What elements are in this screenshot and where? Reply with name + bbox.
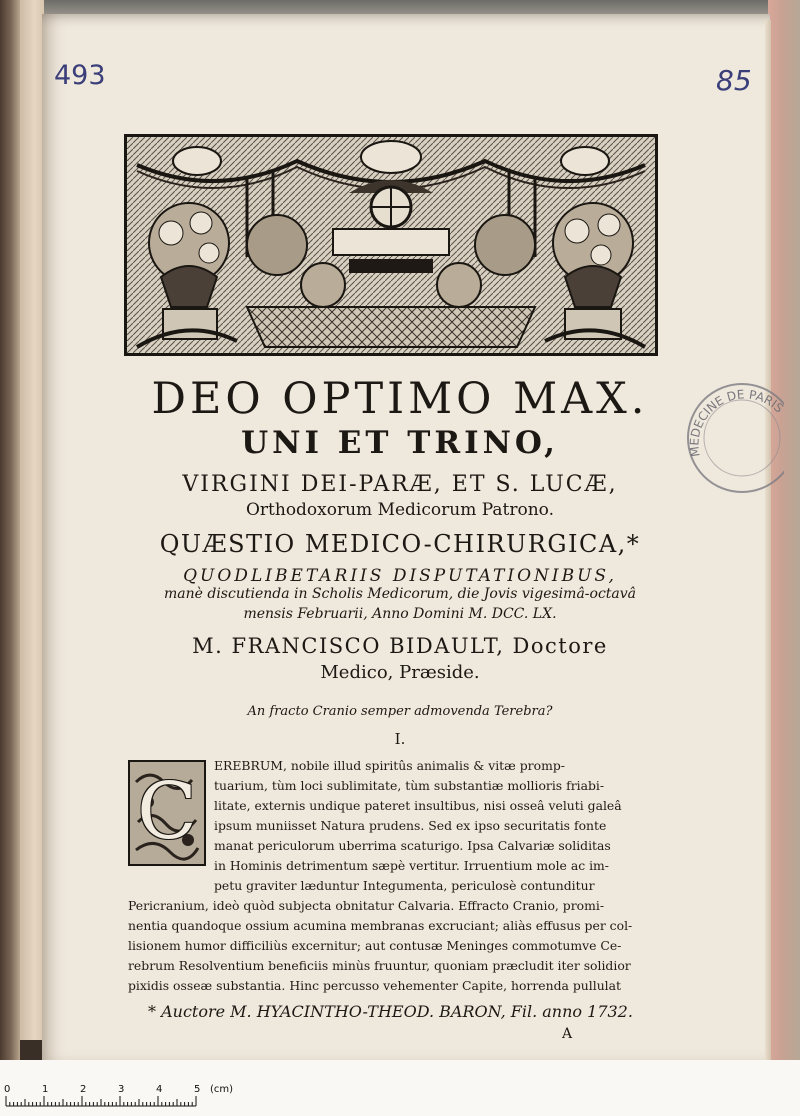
ruler-label-0: 0 <box>4 1084 11 1095</box>
body-line-3: litate, externis undique pateret insultibus, nisi osseâ veluti galeâ <box>214 798 622 813</box>
stamp-icon <box>680 360 784 510</box>
body-line-6: in Hominis detrimentum sæpè vertitur. Irruentium mole ac im- <box>214 858 609 873</box>
measurement-ruler <box>0 1074 800 1116</box>
quaestio-heading: QUÆSTIO MEDICO-CHIRURGICA,* <box>159 530 641 558</box>
ruler-label-4: 4 <box>156 1084 163 1095</box>
engraving-icon <box>127 137 655 353</box>
title-line-uni: UNI ET TRINO, <box>241 425 559 461</box>
ornamental-header-engraving <box>124 134 658 356</box>
body-line-7: petu graviter læduntur Integumenta, periculosè contunditur <box>214 878 595 893</box>
signature-mark: A <box>562 1026 573 1042</box>
section-number: I. <box>394 730 406 748</box>
ruler-label-2: 2 <box>80 1084 87 1095</box>
svg-text:MEDECINE DE PARIS <box>687 387 784 457</box>
adjacent-page-edge <box>20 0 44 1040</box>
title-line-orthodoxorum: Orthodoxorum Medicorum Patrono. <box>245 500 555 520</box>
stamp-text: MEDECINE DE PARI <box>687 387 780 458</box>
title-line-deo: DEO OPTIMO MAX. <box>151 374 649 424</box>
book-edge-right <box>768 0 800 1060</box>
ruler-label-5: 5 <box>194 1084 201 1095</box>
body-line-5: manat periculorum uberrima scaturigo. Ipsa Calvariæ soliditas <box>214 838 611 853</box>
library-stamp <box>680 360 784 510</box>
praeses-line-2: Medico, Præside. <box>320 662 480 683</box>
quodlibetariis-line: QUODLIBETARIIS DISPUTATIONIBUS, <box>183 566 617 586</box>
ruler-label-1: 1 <box>42 1084 49 1095</box>
ruler-label-3: 3 <box>118 1084 125 1095</box>
praeses-line-1: M. FRANCISCO BIDAULT, Doctore <box>192 634 608 658</box>
book-binding-left <box>0 0 20 1116</box>
manuscript-number-right: 85 <box>716 64 752 97</box>
title-line-virgini: VIRGINI DEI-PARÆ, ET S. LUCÆ, <box>182 472 618 497</box>
decorated-initial <box>128 760 206 866</box>
body-line-9: nentia quandoque ossium acumina membranas excruciant; aliàs effusus per col- <box>128 918 633 933</box>
disputation-date-line-1: manè discutienda in Scholis Medicorum, die Jovis vigesimâ-octavâ <box>163 586 637 602</box>
body-line-12: pixidis osseæ substantia. Hinc percusso vehementer Capite, horrenda pullulat <box>128 978 621 993</box>
initial-letter-c: C <box>137 767 197 857</box>
body-line-8: Pericranium, ideò quòd subjecta obnitatur Calvaria. Effracto Cranio, promi- <box>128 898 605 913</box>
body-line-4: ipsum muniisset Natura prudens. Sed ex ipso securitatis fonte <box>214 818 607 833</box>
body-line-10: lisionem humor difficiliùs excernitur; aut contusæ Meninges commotumve Ce- <box>128 938 622 953</box>
ruler-unit: (cm) <box>210 1084 234 1095</box>
thesis-question: An fracto Cranio semper admovenda Terebra? <box>247 704 553 719</box>
body-line-1: EREBRUM, nobile illud spiritûs animalis & vitæ promp- <box>214 758 565 773</box>
disputation-date-line-2: mensis Februarii, Anno Domini M. DCC. LX. <box>243 606 557 622</box>
manuscript-number-left: 493 <box>54 60 106 91</box>
body-line-2: tuarium, tùm loci sublimitate, tùm substantiæ mollioris friabi- <box>214 778 605 793</box>
page-edge <box>765 20 771 1060</box>
author-footnote: * Auctore M. HYACINTHO-THEOD. BARON, Fil. anno 1732. <box>148 1002 633 1021</box>
body-line-11: rebrum Resolventium beneficiis minùs fruuntur, quoniam præcludit iter solidior <box>128 958 631 973</box>
